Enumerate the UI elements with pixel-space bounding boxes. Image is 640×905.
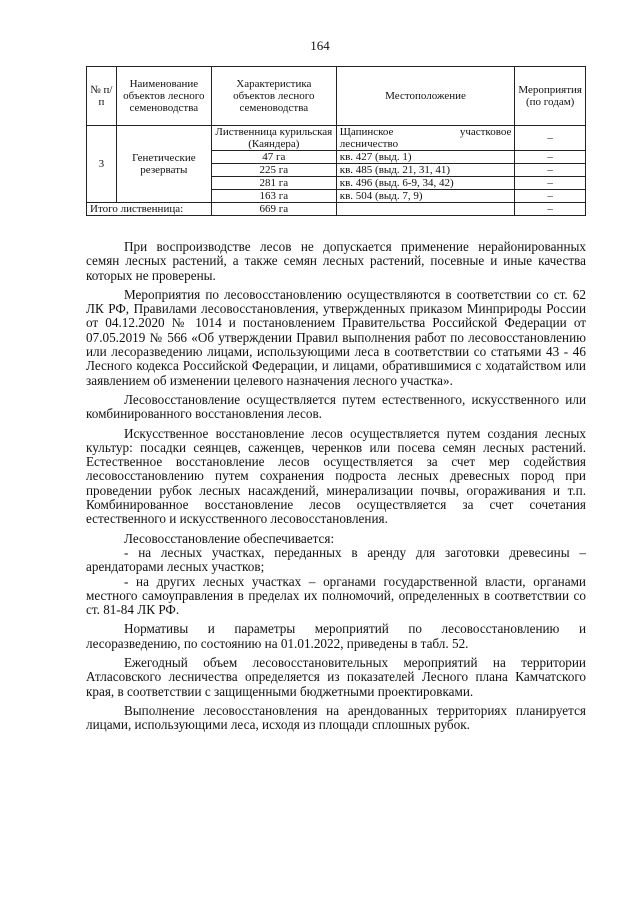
paragraph: - на лесных участках, переданных в аренду для заготовки древесины – арендаторами лесных участков; [86, 544, 586, 575]
row-location: кв. 427 (выд. 1) [336, 151, 515, 164]
row-location: кв. 496 (выд. 6-9, 34, 42) [336, 177, 515, 190]
table-row [87, 126, 586, 151]
seed-objects-table [86, 66, 586, 216]
paragraph: Лесовосстановление осуществляется путем естественного, искусственного или комбинированного восстановления лесов. [86, 391, 586, 422]
row-area: 225 га [211, 164, 336, 177]
row-activity: – [515, 177, 586, 190]
body-text [86, 240, 586, 733]
total-activity: – [515, 203, 586, 216]
row-area: 163 га [211, 190, 336, 203]
paragraph: Нормативы и параметры мероприятий по лесовосстановлению и лесоразведению, по состоянию на 01.01.2022, приведены в табл. 52. [86, 621, 586, 651]
total-label: Итого лиственница: [87, 203, 212, 216]
header-characteristic: Характеристика объектов лесного семеноводства [211, 67, 336, 126]
page-number: 164 [310, 38, 330, 53]
row-activity: – [515, 164, 586, 177]
paragraph: Выполнение лесовосстановления на арендованных территориях планируется лицами, использующими леса, исходя из площади сплошных рубок. [86, 702, 586, 733]
species-location [336, 126, 515, 151]
paragraph: Лесовосстановление обеспечивается: [124, 530, 335, 546]
row-activity: – [515, 151, 586, 164]
paragraph: Искусственное восстановление лесов осуществляется путем создания лесных культур: посадки сеянцев, саженцев, черенков или посева семян лесных растений. Естественное восстановление лесов осуществляется за счет мер содействия лесовосстановлению путем сохранения подроста лесных древесных пород при проведении рубок лесных насаждений, минерализации почвы, огораживания и т.п. Комбинированное восстановление лесов осуществляется за счет сочетания естественного и искусственного лесовосстановления. [86, 425, 586, 527]
header-name: Наименование объектов лесного семеноводства [116, 67, 211, 126]
paragraph: При воспроизводстве лесов не допускается применение нерайонированных семян лесных растений, а также семян лесных растений, посевные и иные качества которых не проверены. [86, 239, 586, 283]
species-characteristic: Лиственница курильская (Каяндера) [211, 126, 336, 151]
row-area: 281 га [211, 177, 336, 190]
group-num: 3 [87, 126, 117, 203]
table-header-row [87, 67, 586, 126]
header-num: № п/п [87, 67, 117, 126]
row-activity: – [515, 190, 586, 203]
group-name: Генетические резерваты [116, 126, 211, 203]
species-location-left: Щапинское [339, 126, 394, 138]
species-location-right: участковое [459, 126, 512, 138]
header-location: Местоположение [336, 67, 515, 126]
paragraph: Ежегодный объем лесовосстановительных мероприятий на территории Атласовского лесничества определяется из показателей Лесного плана Камчатского края, в соответствии с защищенными бюджетными проектировками. [86, 655, 586, 699]
row-location: кв. 485 (выд. 21, 31, 41) [336, 164, 515, 177]
total-area: 669 га [211, 203, 336, 216]
header-activities: Мероприятия (по годам) [515, 67, 586, 126]
paragraph: Мероприятия по лесовосстановлению осуществляются в соответствии со ст. 62 ЛК РФ, Правилами лесовосстановления, утвержденных приказом Минприроды России от 04.12.2020 № 1014 и постановлением Правительства Российской Федерации от 07.05.2019 № 566 «Об утверждении Правил выполнения работ по лесовосстановлению или лесоразведению лицами, использующими леса в соответствии со статьями 43 - 46 Лесного кодекса Российской Федерации, и лицами, обратившимися с ходатайством или заявлением об изменении целевого назначения лесного участка». [86, 286, 586, 388]
row-area: 47 га [211, 151, 336, 164]
total-location [336, 203, 515, 216]
species-activity: – [515, 126, 586, 151]
row-location: кв. 504 (выд. 7, 9) [336, 190, 515, 203]
paragraph: - на других лесных участках – органами государственной власти, органами местного самоуправления в пределах их полномочий, определенных в соответствии со ст. 81-84 ЛК РФ. [86, 573, 586, 618]
total-row [87, 203, 586, 216]
species-location-line2: лесничество [339, 138, 399, 150]
